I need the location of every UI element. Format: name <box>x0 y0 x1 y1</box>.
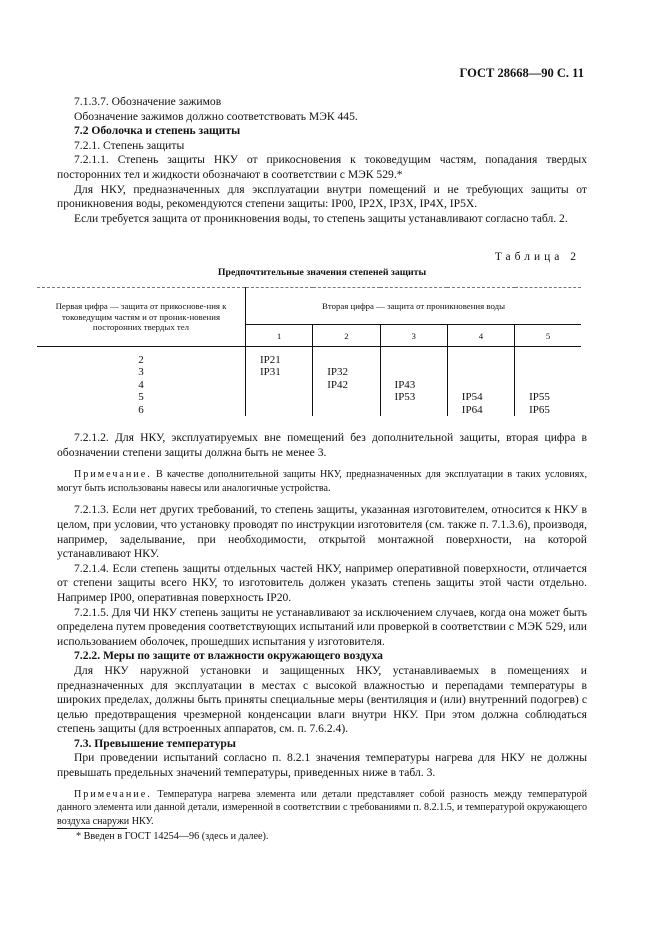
note-label: Примечание. <box>74 788 152 800</box>
note-text: В качестве дополнительной защиты НКУ, предназначенных для эксплуатации в таких условиях, могут быть использованы навесы или аналогичные устройства. <box>57 469 587 494</box>
note-text: Температура нагрева элемента или детали представляет собой разность между температурой данного элемента или данной детали, измеренной в соответствии с требованиями п. 8.2.1.5, и температурой окружающего воздуха снаружи НКУ. <box>57 788 587 827</box>
footnote: * Введен в ГОСТ 14254—96 (здесь и далее). <box>76 831 269 842</box>
section-heading: 7.2 Оболочка и степень защиты <box>74 124 241 138</box>
protection-table <box>37 287 581 416</box>
table-cell: IP43 IP53 <box>380 347 447 417</box>
table-title: Предпочтительные значения степеней защиты <box>217 267 427 278</box>
table-header-first-digit: Первая цифра — защита от прикоснове-ния к токоведущим частям и от проник-новения посторонних твердых тел <box>37 288 246 347</box>
paragraph: При проведении испытаний согласно п. 8.2.1 значения температуры нагрева для НКУ не должны превышать предельных значений температуры, приведенных ниже в табл. 3. <box>57 751 587 780</box>
table-cell: IP21 IP31 <box>260 354 281 379</box>
note <box>57 468 587 495</box>
paragraph: Если требуется защита от проникновения воды, то степень защиты устанавливают согласно табл. 2. <box>74 211 568 225</box>
page-header: ГОСТ 28668—90 С. 11 <box>459 66 584 80</box>
table-col-number: 2 <box>313 325 380 347</box>
paragraph: Обозначение зажимов должно соответствовать МЭК 445. <box>74 109 358 123</box>
section-heading: 7.3. Превышение температуры <box>74 736 236 750</box>
clause-7-1-3-7: 7.1.3.7. Обозначение зажимов <box>74 95 222 108</box>
table-cell: IP32 IP42 <box>313 347 380 417</box>
table-col-number: 3 <box>380 325 447 347</box>
content-top <box>57 95 587 226</box>
clause-7-2-1-5: 7.2.1.5. Для ЧИ НКУ степень защиты не устанавливают за исключением случаев, когда она может быть определена путем проведения соответствующих испытаний или проверкой в соответствии с МЭК 529, или использованием оболочек, прошедших испытания у изготовителя. <box>57 605 587 648</box>
note <box>57 788 587 829</box>
table-label: Таблица 2 <box>494 251 580 263</box>
paragraph: Для НКУ, предназначенных для эксплуатации внутри помещений и не требующих защиты от проникновения воды, рекомендуются степени защиты: IP00, IP2X, IP3X, IP4X, IP5X. <box>57 182 587 211</box>
table-col-number: 5 <box>515 325 581 347</box>
table-col-number: 1 <box>246 325 313 347</box>
footnote-divider <box>57 828 127 829</box>
table-cell: IP54 IP64 <box>447 347 514 417</box>
content-bottom <box>57 431 587 828</box>
paragraph: 7.2.1.1. Степень защиты НКУ от прикосновения к токоведущим частям, попадания твердых посторонних тел и жидкости обозначают в соответствии с МЭК 529.* <box>57 153 587 181</box>
table-header-second-digit: Вторая цифра — защита от проникновения воды <box>246 288 582 325</box>
subsection-heading: 7.2.1. Степень защиты <box>74 138 185 152</box>
paragraph: Для НКУ наружной установки и защищенных НКУ, устанавливаемых в помещениях и предназначенных для эксплуатации в местах с высокой влажностью и перепадами температуры в широких пределах, должны быть приняты специальные меры (вентиляция и (или) внутренний подогрев) с целью предотвращения чрезмерной конденсации влаги внутри НКУ. При этом должна соблюдаться степень защиты (для встроенных аппаратов, см. п. 7.6.2.4). <box>57 663 587 736</box>
clause-7-2-1-4: 7.2.1.4. Если степень защиты отдельных частей НКУ, например оперативной поверхности, отличается от степени защиты всего НКУ, то изготовитель должен указать степень защиты этой части отдельно. Например IP00, оперативная поверхность IP20. <box>57 561 587 604</box>
note-label: Примечание. <box>74 469 152 481</box>
clause-7-2-1-3: 7.2.1.3. Если нет других требований, то степень защиты, указанная изготовителем, относится к НКУ в целом, при условии, что установку проводят по инструкции изготовителя (см. также п. 7.1.3.6), производя, например, заделывание, при необходимости, открытой монтажной поверхности, на которой устанавливают НКУ. <box>57 503 587 561</box>
section-heading: 7.2.2. Меры по защите от влажности окружающего воздуха <box>74 649 383 663</box>
table-col-number: 4 <box>447 325 514 347</box>
table-cell: IP55 IP65 <box>515 347 581 417</box>
table-first-digits: 2 3 4 5 6 <box>37 347 246 417</box>
paragraph: 7.2.1.2. Для НКУ, эксплуатируемых вне помещений без дополнительной защиты, вторая цифра в обозначении степени защиты должна быть не менее 3. <box>57 431 587 459</box>
